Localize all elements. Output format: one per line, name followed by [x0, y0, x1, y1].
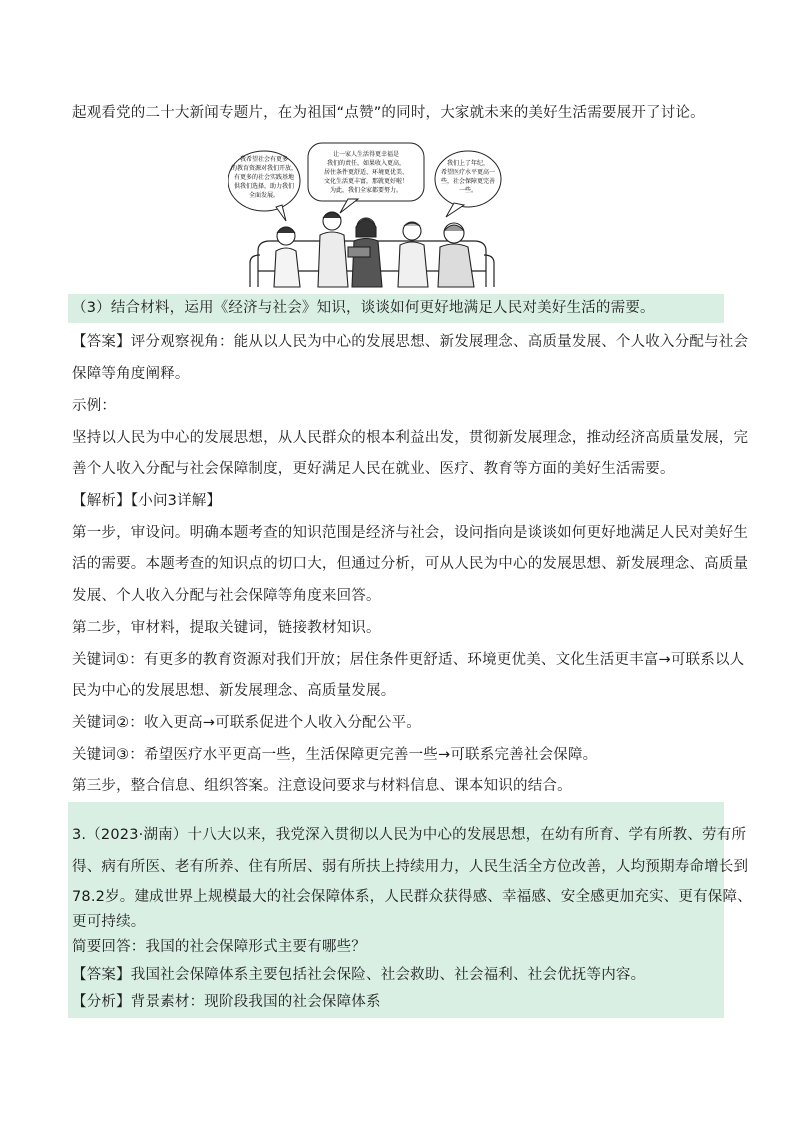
- stem-line-2: 得、病有所医、老有所养、住有所居、弱有所扶上持续用力，人民生活全方位改善，人均预期寿命增长到: [72, 859, 749, 875]
- sub-question: 简要回答：我国的社会保障形式主要有哪些？: [72, 939, 366, 955]
- analysis-line-8: 关键词②：收入更高→可联系促进个人收入分配公平。: [72, 715, 421, 731]
- next-analysis: 【分析】背景素材：现阶段我国的社会保障体系: [72, 994, 381, 1010]
- bubble-1-line-1: 我希望社会有更多: [239, 156, 289, 163]
- bubble-2-line-3: 居住条件更舒适、环境更优美、: [323, 169, 409, 176]
- bubble-2-line-1: 让一家人生活得更幸福是: [332, 151, 400, 158]
- bubble-1-line-3: 有更多的社会实践基地: [233, 174, 295, 181]
- answer-line-3: 示例：: [72, 398, 117, 414]
- speech-bubble-2: [308, 143, 424, 213]
- answer-line-1: 【答案】评分观察视角：能从以人民为中心的发展思想、新发展理念、高质量发展、个人收入分配与社会: [72, 334, 749, 350]
- bubble-3-line-1: 我们上了年纪，: [446, 160, 490, 167]
- person-girl: [274, 227, 300, 287]
- next-answer: 【答案】我国社会保障体系主要包括社会保险、社会救助、社会福利、社会优抚等内容。: [72, 967, 646, 983]
- person-grandmother: [438, 223, 474, 287]
- family-members: [274, 212, 474, 287]
- analysis-line-10: 第三步，整合信息、组织答案。注意设问要求与材料信息、课本知识的结合。: [72, 778, 572, 794]
- bubble-3-line-4: 一些。: [458, 187, 478, 194]
- analysis-line-6: 关键词①：有更多的教育资源对我们开放；居住条件更舒适、环境更优美、文化生活更丰富→可联系以人: [72, 652, 745, 668]
- analysis-line-4: 发展、个人收入分配与社会保障等角度来回答。: [72, 588, 381, 604]
- stem-line-3: 78.2岁。建成世界上规模最大的社会保障体系，人民群众获得感、幸福感、安全感更加充实、更有保障、: [72, 889, 752, 905]
- stem-line-4: 更可持续。: [72, 914, 146, 930]
- bubble-1-line-5: 全面发展。: [248, 192, 280, 199]
- bubble-1-line-2: 的教育资源对我们开放，: [230, 165, 298, 172]
- intro-line: 起观看党的二十大新闻专题片，在为祖国“点赞”的同时，大家就未来的美好生活需要展开了讨论。: [72, 105, 705, 121]
- answer-line-4: 坚持以人民为中心的发展思想，从人民群众的根本利益出发，贯彻新发展理念，推动经济高质量发展，完: [72, 430, 749, 446]
- speech-bubble-3: [435, 151, 501, 217]
- bubble-1-line-4: 供我们选择，助力我们: [233, 183, 295, 190]
- answer-line-2: 保障等角度阐释。: [72, 366, 190, 382]
- analysis-line-5: 第二步，审材料，提取关键词，链接教材知识。: [72, 620, 381, 636]
- question-3-text: （3）结合材料，运用《经济与社会》知识，谈谈如何更好地满足人民对美好生活的需要。: [72, 300, 655, 316]
- bubble-2-line-5: 为此，我们全家都要努力。: [329, 187, 403, 194]
- person-boy: [318, 212, 348, 287]
- analysis-line-7: 民为中心的发展思想、新发展理念、高质量发展。: [72, 683, 396, 699]
- analysis-line-1: 【解析】【小问3详解】: [72, 493, 222, 509]
- answer-line-5: 善个人收入分配与社会保障制度，更好满足人民在就业、医疗、教育等方面的美好生活需要。: [72, 461, 675, 477]
- analysis-line-3: 活的需要。本题考查的知识点的切口大，但通过分析，可从人民为中心的发展思想、新发展理念、高质量: [72, 556, 749, 572]
- speech-bubble-1: [228, 151, 300, 221]
- bubble-2-line-4: 文化生活更丰富，那就更好啦！: [323, 178, 409, 185]
- stem-line-1: 3.（2023·湖南）十八大以来，我党深入贯彻以人民为中心的发展思想，在幼有所育、学有所教、劳有所: [72, 827, 747, 843]
- bubble-3-line-2: 希望医疗水平更高一: [440, 169, 496, 176]
- person-mother: [348, 218, 382, 287]
- person-grandfather: [398, 222, 428, 287]
- bubble-2-line-2: 我们的责任，如果收入更高，: [326, 160, 406, 167]
- family-discussion-illustration: [228, 141, 502, 288]
- bubble-3-line-3: 些，社会保障更完善: [440, 178, 496, 185]
- analysis-line-2: 第一步，审设问。明确本题考查的知识范围是经济与社会，设问指向是谈谈如何更好地满足人民对美好生: [72, 525, 749, 541]
- analysis-line-9: 关键词③：希望医疗水平更高一些，生活保障更完善一些→可联系完善社会保障。: [72, 747, 598, 763]
